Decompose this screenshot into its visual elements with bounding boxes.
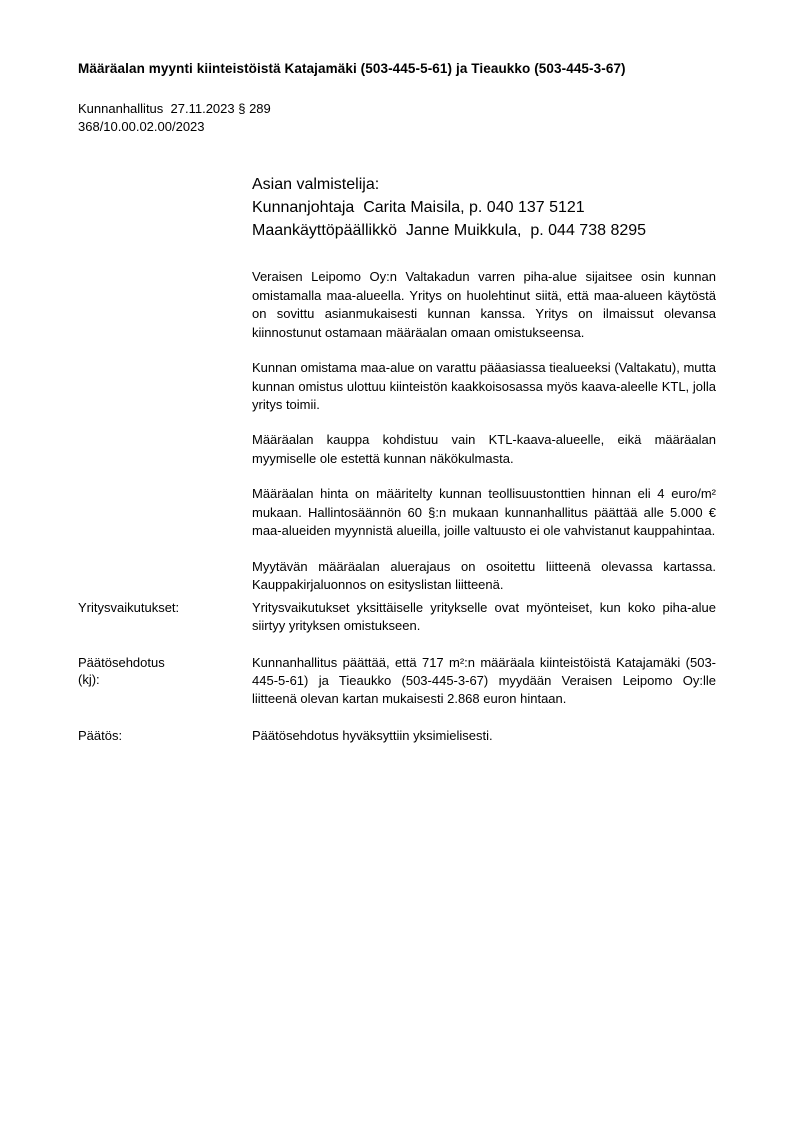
paragraph: Kunnan omistama maa-alue on varattu pääasiassa tiealueeksi (Valtakatu), mutta kunnan omistus ulottuu kiinteistön kaakkoisosassa myös kaava-aleelle KTL, jolla yritys toimii.: [252, 360, 716, 412]
preparer-heading: Asian valmistelija:: [252, 176, 380, 194]
preparer-block: [252, 174, 716, 242]
section-label-line: Päätösehdotus: [78, 654, 165, 670]
section-label-line: (kj):: [78, 672, 100, 688]
meta-line-body: Kunnanhallitus 27.11.2023 § 289: [78, 101, 271, 117]
page-title: Määräalan myynti kiinteistöistä Katajamäki (503-445-5-61) ja Tieaukko (503-445-3-67): [78, 61, 626, 76]
paragraph: Veraisen Leipomo Oy:n Valtakadun varren piha-alue sijaitsee osin kunnan omistamalla maa-alueella. Yritys on huolehtinut siitä, että maa-alueen käytöstä on sovittu asianmukaisesti kunnan kanssa. Yritys on ilmaissut olevansa kiinnostunut ostamaan määräalan omaan omistukseensa.: [252, 269, 716, 340]
preparer-person-1: Kunnanjohtaja Carita Maisila, p. 040 137 5121: [252, 198, 585, 216]
section-label-line: Yritysvaikutukset:: [78, 599, 180, 615]
section-label: [78, 727, 252, 745]
section-text: Päätösehdotus hyväksyttiin yksimielisesti.: [252, 727, 493, 743]
section-decision: [78, 727, 716, 745]
section-label: [78, 654, 252, 690]
body-paragraphs: [252, 268, 716, 594]
section-label-line: Päätös:: [78, 727, 123, 743]
section-text: Yritysvaikutukset yksittäiselle yritykselle ovat myönteiset, kun koko piha-alue siirtyy yrityksen omistukseen.: [252, 599, 716, 634]
section-decision-proposal: [78, 654, 716, 709]
document-meta: [78, 100, 716, 136]
meta-line-diary-number: 368/10.00.02.00/2023: [78, 119, 205, 135]
section-label: [78, 599, 252, 617]
section-text: Kunnanhallitus päättää, että 717 m²:n määräala kiinteistöistä Katajamäki (503-445-5-61) ja Tieaukko (503-445-3-67) myydään Veraisen Leipomo Oy:lle liitteenä olevan kartan mukaisesti 2.868 euron hintaan.: [252, 654, 716, 707]
paragraph: Myytävän määräalan aluerajaus on osoitettu liitteenä olevassa kartassa. Kauppakirjaluonnos on esityslistan liitteenä.: [252, 558, 716, 593]
section-business-impact: [78, 599, 716, 636]
preparer-person-2: Maankäyttöpäällikkö Janne Muikkula, p. 044 738 8295: [252, 221, 647, 239]
paragraph: Määräalan kauppa kohdistuu vain KTL-kaava-alueelle, eikä määräalan myymiselle ole estettä kunnan näkökulmasta.: [252, 432, 716, 466]
paragraph: Määräalan hinta on määritelty kunnan teollisuustonttien hinnan eli 4 euro/m² mukaan. Hallintosäännön 60 §:n mukaan kunnanhallitus päättää alle 5.000 € maa-alueiden myynnistä alueilla, joille valtuusto ei ole vahvistanut kauppahintaa.: [252, 486, 716, 539]
